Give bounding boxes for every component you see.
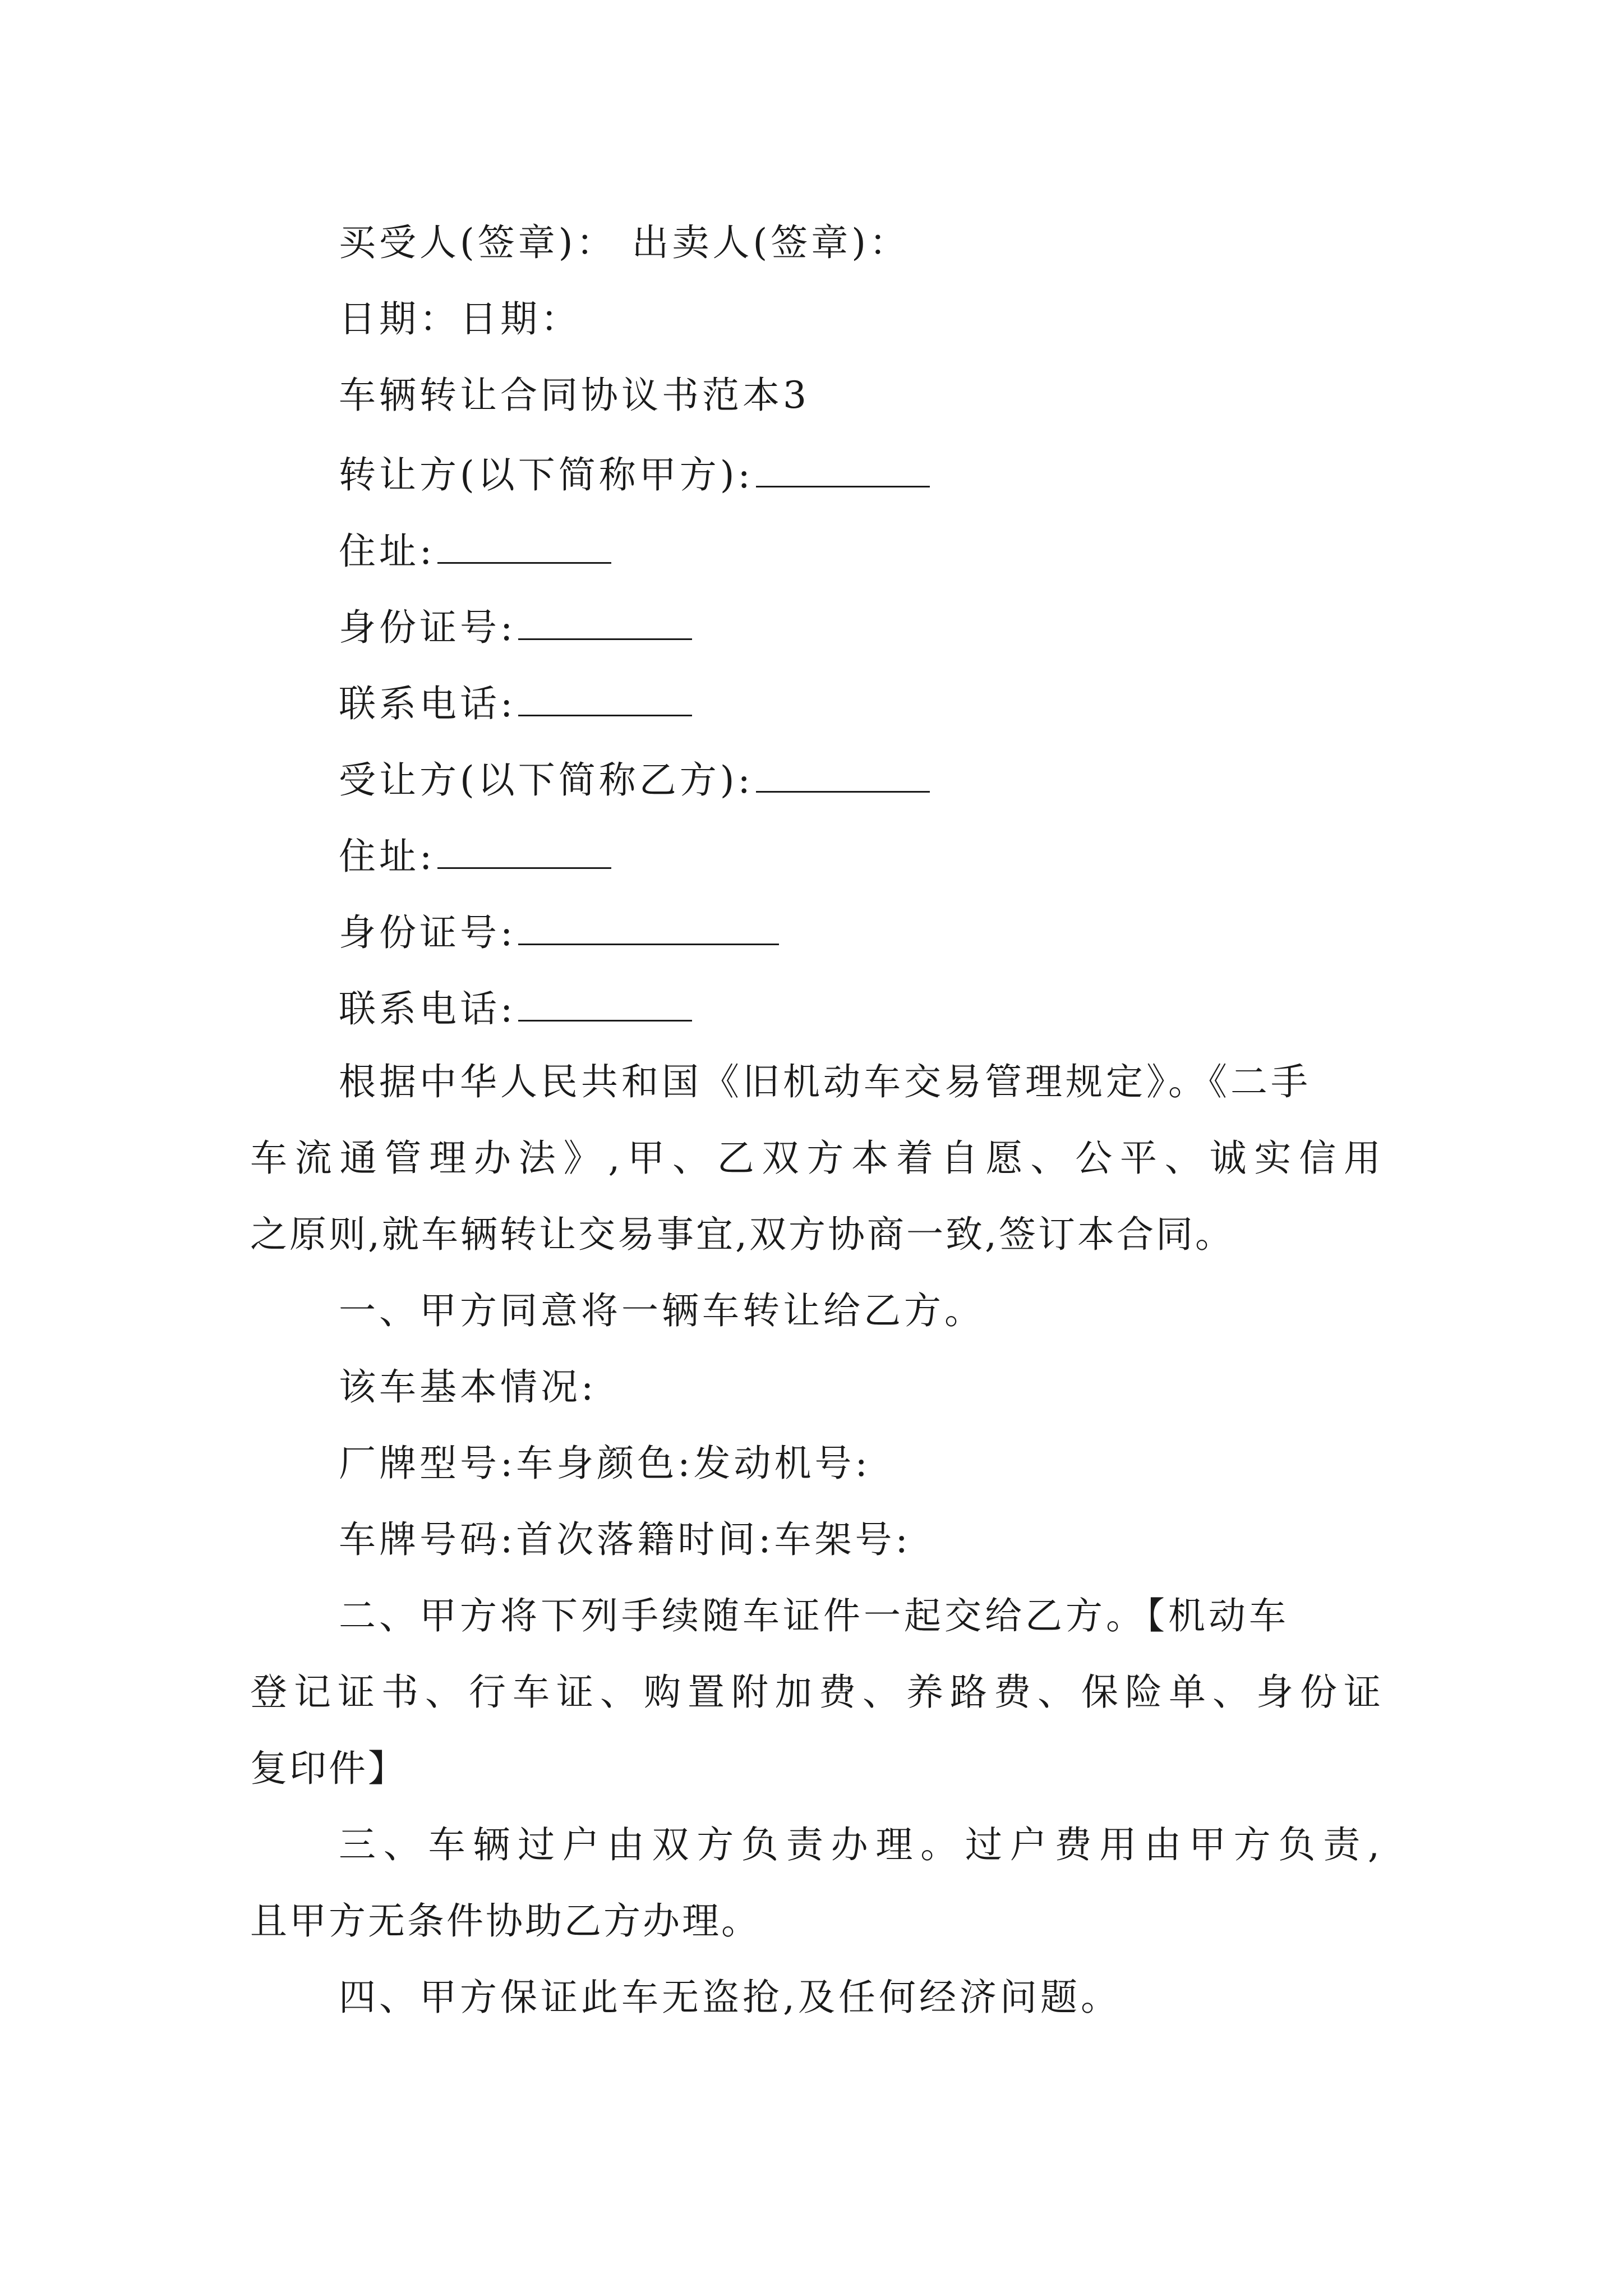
clause-one: 一、甲方同意将一辆车转让给乙方。 xyxy=(339,1289,985,1332)
transferor-field xyxy=(339,453,930,494)
date-line: 日期：日期： xyxy=(339,297,581,341)
id-blank xyxy=(518,911,779,945)
section-title: 车辆转让合同协议书范本3 xyxy=(339,374,810,417)
transferee-address-field xyxy=(339,835,611,878)
transferee-blank xyxy=(756,758,930,793)
phone-label: 联系电话: xyxy=(339,987,517,1030)
clause-four: 四、甲方保证此车无盗抢,及任何经济问题。 xyxy=(339,1976,1121,2019)
signature-line: 买受人(签章)： 出卖人(签章)： xyxy=(339,221,910,264)
id-label: 身份证号: xyxy=(339,911,517,954)
transferor-blank xyxy=(756,453,930,487)
transferee-field xyxy=(339,758,930,802)
address-label: 住址: xyxy=(339,530,436,573)
phone-label: 联系电话: xyxy=(339,682,517,725)
paragraph-line: 车流通管理办法》,甲、乙双方本着自愿、公平、诚实信用 xyxy=(250,1137,1383,1180)
clause-two-line: 二、甲方将下列手续随车证件一起交给乙方。【机动车 xyxy=(339,1594,1289,1637)
phone-blank xyxy=(518,987,692,1022)
vehicle-info-heading: 该车基本情况: xyxy=(339,1365,597,1409)
transferee-label: 受让方(以下简称乙方): xyxy=(339,758,754,802)
paragraph-line: 之原则,就车辆转让交易事宜,双方协商一致,签订本合同。 xyxy=(250,1213,1234,1256)
phone-blank xyxy=(518,682,692,716)
paragraph-line: 根据中华人民共和国《旧机动车交易管理规定》。《二手 xyxy=(339,1060,1311,1103)
transferee-phone-field xyxy=(339,987,692,1028)
address-blank xyxy=(437,835,611,869)
transferor-address-field xyxy=(339,530,611,573)
clause-two-line: 登记证书、行车证、购置附加费、养路费、保险单、身份证 xyxy=(250,1671,1383,1714)
clause-two-line: 复印件】 xyxy=(250,1747,407,1790)
clause-three-line: 且甲方无条件协助乙方办理。 xyxy=(250,1899,760,1943)
transferor-phone-field xyxy=(339,682,692,723)
id-blank xyxy=(518,606,692,640)
address-blank xyxy=(437,530,611,564)
vehicle-info-line: 车牌号码:首次落籍时间:车架号: xyxy=(339,1518,911,1561)
transferor-label: 转让方(以下简称甲方): xyxy=(339,453,754,496)
id-label: 身份证号: xyxy=(339,606,517,649)
vehicle-info-line: 厂牌型号:车身颜色:发动机号: xyxy=(339,1442,871,1485)
transferor-id-field xyxy=(339,606,692,649)
transferee-id-field xyxy=(339,911,779,954)
clause-three-line: 三、车辆过户由双方负责办理。过户费用由甲方负责, xyxy=(339,1823,1383,1866)
address-label: 住址: xyxy=(339,835,436,878)
